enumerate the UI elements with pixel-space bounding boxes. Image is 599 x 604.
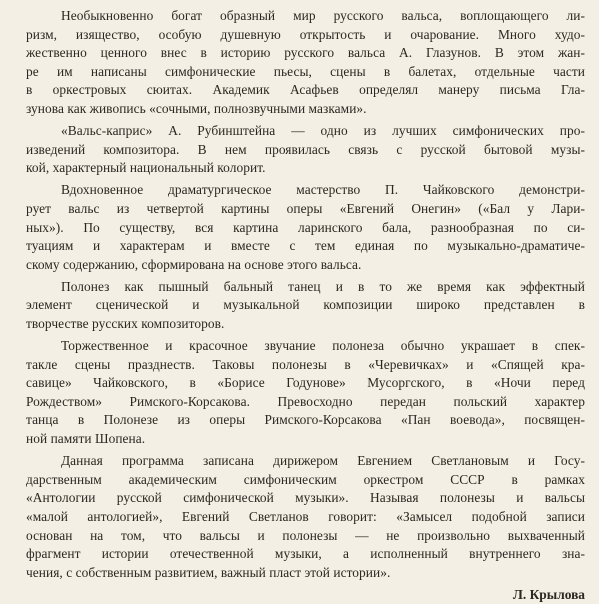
text-line: чения, с собственным развитием, важный пласт этой истории». — [26, 564, 391, 580]
text-line: кой, характерный национальный колорит. — [26, 160, 266, 176]
paragraph-polonaise-operas — [26, 337, 585, 449]
text-line: ризм, изящество, особую душевную открытость и очарование. Много худо- — [26, 26, 585, 42]
text-line: в оркестровых сюитах. Академик Асафьев определял манеру письма Гла- — [26, 82, 585, 98]
text-line: Необыкновенно богат образный мир русского вальса, воплощающего ли- — [61, 8, 585, 23]
text-line: ре им написаны симфонические пьесы, сцены в балетах, отдельные части — [26, 63, 585, 79]
paragraph-recording-program — [26, 452, 585, 582]
author-signature: Л. Крылова — [512, 586, 585, 602]
paragraph-waltz-glazunov — [26, 7, 585, 119]
text-line: Полонез как пышный бальный танец и в то же время как эффектный — [61, 278, 585, 294]
paragraph-waltz-tchaikovsky — [26, 181, 585, 274]
text-line: Рождеством» Римского-Корсакова. Превосходно передан польский характер — [26, 393, 585, 409]
text-line: Данная программа записана дирижером Евгением Светлановым и Госу- — [61, 453, 585, 469]
text-line: «Антологии русской симфонической музыки». Называя полонезы и вальсы — [26, 490, 585, 506]
paragraph-waltz-rubinstein — [26, 122, 585, 178]
text-line: фрагмент истории отечественной музыки, а исполненный внутреннего зна- — [26, 546, 585, 562]
text-line: ной памяти Шопена. — [26, 431, 146, 447]
text-line: элемент сценической и музыкальной композиции широко представлен в — [26, 297, 585, 313]
text-line: ных»). По существу, вся картина ларинского бала, разнообразная по си- — [26, 219, 585, 235]
text-line: скому содержанию, сформирована на основе этого вальса. — [26, 256, 362, 272]
text-line: изведений композитора. В нем проявилась связь с русской бытовой музы- — [26, 141, 585, 157]
text-line: жественно ценного внес в историю русского вальса А. Глазунов. В этом жан- — [26, 45, 585, 61]
text-line: зунова как живопись «сочными, полнозвучными мазками». — [26, 100, 367, 116]
text-line: такле сцены празднеств. Таковы полонезы в «Черевичках» и «Спящей кра- — [26, 356, 585, 372]
text-line: «малой антологией», Евгений Светланов говорит: «Замысел подобной записи — [26, 508, 585, 524]
text-line: творчестве русских композиторов. — [26, 316, 225, 331]
text-line: дарственным академическим симфоническим оркестром СССР в рамках — [26, 471, 585, 487]
text-line: основан на том, что вальсы и полонезы — не произвольно выхваченный — [26, 527, 585, 543]
text-line: «Вальс-каприс» А. Рубинштейна — одно из лучших симфонических про- — [61, 123, 585, 139]
text-line: рует вальс из четвертой картины оперы «Евгений Онегин» («Бал у Лари- — [26, 200, 585, 216]
text-line: туациям и характерам и вместе с тем единая по музыкально-драматиче- — [26, 238, 585, 254]
text-line: Торжественное и красочное звучание полонеза обычно украшает в спек- — [61, 338, 585, 354]
text-line: Вдохновенное драматургическое мастерство П. Чайковского демонстри- — [61, 182, 585, 198]
paragraph-polonaise-intro — [26, 278, 585, 334]
text-line: танца в Полонезе из оперы Римского-Корсакова «Пан воевода», посвящен- — [26, 412, 585, 428]
text-line: савице» Чайковского, в «Борисе Годунове» Мусоргского, в «Ночи перед — [26, 375, 585, 391]
